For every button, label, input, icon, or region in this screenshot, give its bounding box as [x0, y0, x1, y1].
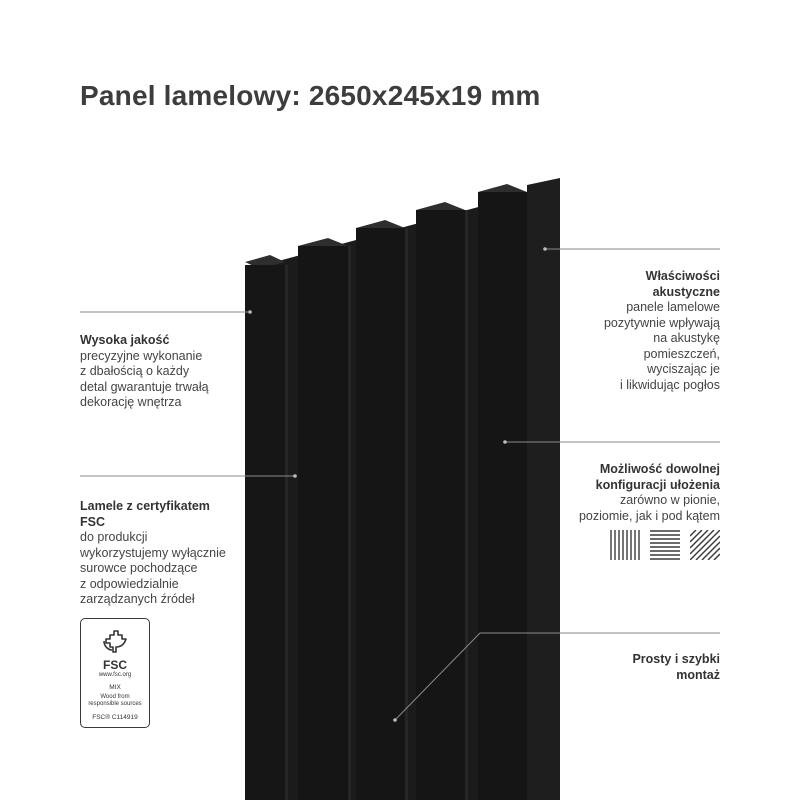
page-title: Panel lamelowy: 2650x245x19 mm [80, 80, 541, 111]
callout-quality [80, 333, 280, 411]
callout-fsc-body: do produkcji wykorzystujemy wyłącznie surowce pochodzące z odpowiedzialnie zarządzanych źródeł [80, 530, 226, 606]
callout-acoustic-heading: Właściwości akustyczne [645, 269, 720, 299]
slat-edge-1 [285, 265, 288, 800]
callout-fsc [80, 499, 280, 608]
callout-acoustic-body: panele lamelowe pozytywnie wpływają na akustykę pomieszczeń, wyciszając je i likwidując pogłos [603, 300, 720, 392]
diagonal-lines-icon [690, 530, 720, 560]
vertical-lines-icon [611, 530, 639, 560]
horizontal-lines-icon [650, 531, 680, 559]
fsc-certificate-badge [80, 618, 150, 728]
fsc-code: FSC® C114919 [92, 714, 138, 721]
callout-acoustic [520, 269, 720, 393]
callout-fsc-heading: Lamele z certyfikatem FSC [80, 499, 210, 529]
callout-quality-body: precyzyjne wykonanie z dbałością o każdy detal gwarantuje trwałą dekorację wnętrza [80, 348, 209, 409]
fsc-label: MIX [109, 684, 121, 691]
slat-4 [416, 210, 465, 800]
fsc-url: www.fsc.org [98, 672, 132, 678]
orientation-icons [610, 530, 720, 560]
callout-mount [520, 652, 720, 683]
slat-2 [298, 246, 348, 800]
slat-edge-2 [348, 246, 351, 800]
slat-edge-3 [405, 228, 408, 800]
callout-quality-heading: Wysoka jakość [80, 333, 170, 347]
callout-config [500, 462, 720, 524]
fsc-sub: Wood from responsible sources [88, 694, 142, 707]
slat-3 [356, 228, 405, 800]
slat-edge-4 [465, 210, 468, 800]
fsc-brand: FSC [103, 658, 127, 672]
callout-mount-heading: Prosty i szybki montaż [632, 652, 720, 682]
callout-config-body: zarówno w pionie, poziomie, jak i pod kątem [578, 493, 720, 523]
fsc-tree-icon [100, 625, 130, 655]
callout-config-heading: Możliwość dowolnej konfiguracji ułożenia [595, 462, 720, 492]
